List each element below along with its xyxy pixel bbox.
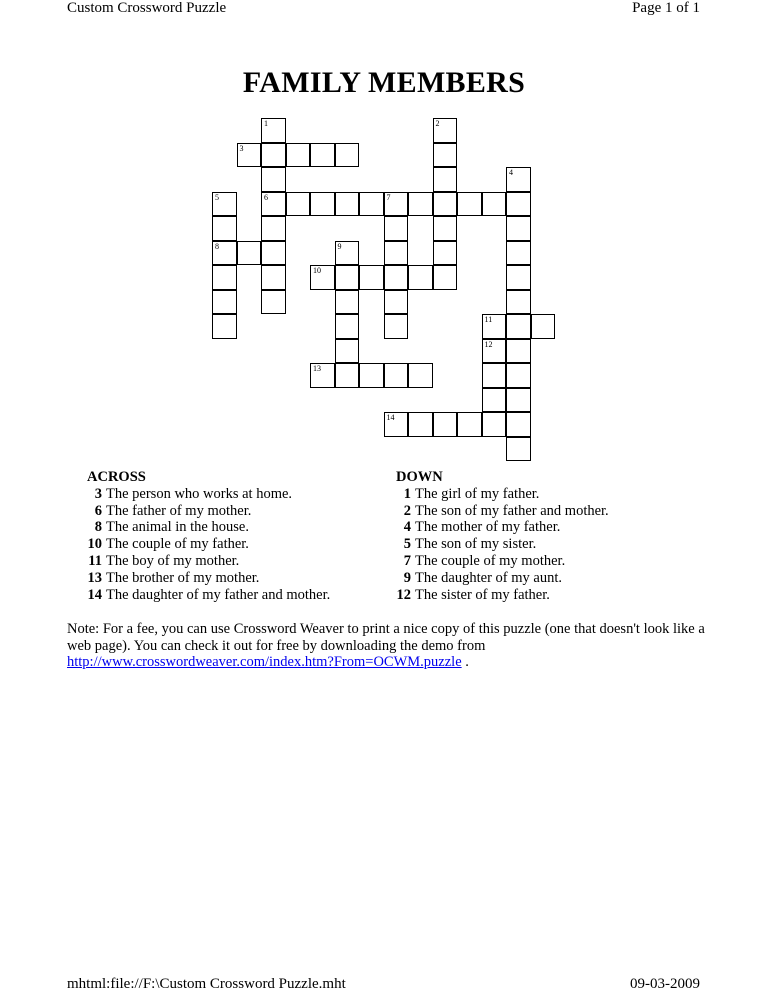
grid-cell[interactable] bbox=[433, 167, 458, 192]
grid-cell[interactable] bbox=[433, 143, 458, 168]
grid-cell[interactable] bbox=[506, 339, 531, 364]
down-clues bbox=[396, 469, 609, 603]
grid-cell[interactable] bbox=[212, 290, 237, 315]
clue-number-label: 6 bbox=[264, 192, 268, 202]
clue-number: 2 bbox=[403, 502, 411, 519]
clue-number-label: 11 bbox=[484, 315, 493, 324]
clue-number: 11 bbox=[88, 552, 102, 569]
across-heading: ACROSS bbox=[87, 469, 146, 485]
clue-down-4 bbox=[396, 519, 609, 536]
grid-cell[interactable] bbox=[506, 412, 531, 437]
page-number: Page 1 of 1 bbox=[632, 0, 700, 16]
grid-cell-9[interactable] bbox=[335, 241, 360, 266]
grid-cell-7[interactable] bbox=[384, 192, 409, 217]
grid-cell[interactable] bbox=[384, 265, 409, 290]
grid-cell[interactable] bbox=[408, 363, 433, 388]
grid-cell[interactable] bbox=[384, 216, 409, 241]
grid-cell-11[interactable] bbox=[482, 314, 507, 339]
clue-down-5 bbox=[396, 536, 609, 553]
puzzle-title: FAMILY MEMBERS bbox=[242, 66, 526, 99]
grid-cell[interactable] bbox=[212, 265, 237, 290]
clue-text: The father of my mother. bbox=[106, 502, 252, 519]
grid-cell[interactable] bbox=[433, 412, 458, 437]
clue-across-10 bbox=[87, 536, 330, 553]
grid-cell[interactable] bbox=[335, 314, 360, 339]
clue-number: 14 bbox=[87, 586, 102, 603]
clue-text: The daughter of my aunt. bbox=[415, 569, 562, 586]
crossword-weaver-link[interactable]: http://www.crosswordweaver.com/index.htm?From=OCWM.puzzle bbox=[67, 654, 462, 670]
note-suffix: . bbox=[461, 654, 469, 670]
grid-cell[interactable] bbox=[261, 290, 286, 315]
grid-cell[interactable] bbox=[384, 363, 409, 388]
clue-number-label: 12 bbox=[484, 339, 493, 349]
clue-down-9 bbox=[396, 570, 609, 587]
grid-cell-2[interactable] bbox=[433, 118, 458, 143]
grid-cell[interactable] bbox=[408, 265, 433, 290]
grid-cell[interactable] bbox=[408, 412, 433, 437]
grid-cell[interactable] bbox=[261, 265, 286, 290]
grid-cell[interactable] bbox=[359, 363, 384, 388]
grid-cell[interactable] bbox=[433, 216, 458, 241]
clue-number-label: 4 bbox=[509, 168, 513, 177]
grid-cell[interactable] bbox=[482, 388, 507, 413]
grid-cell[interactable] bbox=[384, 241, 409, 266]
grid-cell[interactable] bbox=[261, 216, 286, 241]
clue-text: The couple of my father. bbox=[106, 536, 249, 553]
grid-cell[interactable] bbox=[506, 241, 531, 266]
grid-cell[interactable] bbox=[359, 265, 384, 290]
clue-text: The person who works at home. bbox=[106, 485, 293, 502]
grid-cell[interactable] bbox=[384, 290, 409, 315]
clue-number-label: 7 bbox=[386, 192, 391, 202]
clue-across-14 bbox=[87, 587, 330, 604]
grid-cell[interactable] bbox=[286, 192, 311, 217]
grid-cell[interactable] bbox=[335, 363, 360, 388]
grid-cell[interactable] bbox=[506, 265, 531, 290]
clue-text: The boy of my mother. bbox=[106, 552, 240, 569]
grid-cell-13[interactable] bbox=[310, 363, 335, 388]
clue-number: 4 bbox=[403, 519, 411, 536]
clue-text: The brother of my mother. bbox=[106, 569, 260, 586]
clue-down-7 bbox=[396, 553, 609, 570]
clue-text: The girl of my father. bbox=[415, 485, 540, 502]
clue-text: The son of my father and mother. bbox=[415, 502, 609, 519]
clue-down-2 bbox=[396, 503, 609, 520]
clue-number-label: 13 bbox=[313, 364, 321, 373]
grid-cell[interactable] bbox=[482, 412, 507, 437]
clue-across-6 bbox=[87, 503, 330, 520]
clue-text: The mother of my father. bbox=[415, 519, 561, 536]
grid-cell[interactable] bbox=[310, 143, 335, 168]
grid-cell[interactable] bbox=[261, 241, 286, 266]
clue-across-13 bbox=[87, 570, 330, 587]
grid-cell[interactable] bbox=[335, 192, 360, 217]
grid-cell[interactable] bbox=[506, 363, 531, 388]
grid-cell-14[interactable] bbox=[384, 412, 409, 437]
grid-cell-3[interactable] bbox=[237, 143, 262, 168]
clue-text: The son of my sister. bbox=[415, 536, 537, 553]
grid-cell[interactable] bbox=[506, 437, 531, 462]
grid-cell[interactable] bbox=[261, 167, 286, 192]
grid-cell[interactable] bbox=[506, 388, 531, 413]
grid-cell[interactable] bbox=[359, 192, 384, 217]
grid-cell-6[interactable] bbox=[261, 192, 286, 217]
grid-cell-4[interactable] bbox=[506, 167, 531, 192]
grid-cell[interactable] bbox=[457, 412, 482, 437]
clue-number: 12 bbox=[396, 586, 411, 603]
clue-number: 3 bbox=[94, 485, 102, 502]
grid-cell-12[interactable] bbox=[482, 339, 507, 364]
grid-cell[interactable] bbox=[433, 265, 458, 290]
grid-cell[interactable] bbox=[286, 143, 311, 168]
clue-number: 10 bbox=[87, 536, 102, 553]
clue-text: The sister of my father. bbox=[415, 586, 550, 603]
clue-number-label: 2 bbox=[435, 119, 440, 128]
grid-cell-1[interactable] bbox=[261, 118, 286, 143]
clue-number: 6 bbox=[94, 502, 102, 519]
clue-across-3 bbox=[87, 486, 330, 503]
clue-number-label: 3 bbox=[239, 143, 244, 153]
grid-cell[interactable] bbox=[212, 314, 237, 339]
grid-cell[interactable] bbox=[335, 265, 360, 290]
grid-cell[interactable] bbox=[237, 241, 262, 266]
clue-text: The couple of my mother. bbox=[415, 552, 566, 569]
footer-date: 09-03-2009 bbox=[630, 976, 700, 992]
footer-file-path: mhtml:file://F:\Custom Crossword Puzzle.mht bbox=[67, 976, 346, 992]
clue-down-12 bbox=[396, 587, 609, 604]
clue-number: 5 bbox=[403, 536, 411, 553]
clue-number: 1 bbox=[403, 485, 411, 502]
clue-text: The animal in the house. bbox=[106, 519, 249, 536]
clue-across-11 bbox=[87, 553, 330, 570]
grid-cell[interactable] bbox=[310, 192, 335, 217]
header-title: Custom Crossword Puzzle bbox=[67, 0, 227, 16]
grid-cell[interactable] bbox=[506, 192, 531, 217]
down-heading: DOWN bbox=[396, 469, 443, 485]
grid-cell[interactable] bbox=[433, 192, 458, 217]
clue-number-label: 5 bbox=[215, 192, 219, 202]
clue-number: 13 bbox=[87, 569, 102, 586]
grid-cell[interactable] bbox=[506, 290, 531, 315]
clue-number: 9 bbox=[403, 569, 411, 586]
clue-text: The daughter of my father and mother. bbox=[106, 586, 331, 603]
grid-cell[interactable] bbox=[261, 143, 286, 168]
note-paragraph bbox=[67, 621, 707, 671]
grid-cell[interactable] bbox=[433, 241, 458, 266]
grid-cell[interactable] bbox=[335, 290, 360, 315]
grid-cell[interactable] bbox=[457, 192, 482, 217]
clue-number-label: 1 bbox=[264, 119, 268, 128]
grid-cell-8[interactable] bbox=[212, 241, 237, 266]
grid-cell[interactable] bbox=[335, 143, 360, 168]
across-clues bbox=[87, 469, 330, 603]
clue-down-1 bbox=[396, 486, 609, 503]
clue-number-label: 9 bbox=[337, 241, 342, 251]
grid-cell-5[interactable] bbox=[212, 192, 237, 217]
clue-number: 7 bbox=[403, 552, 411, 569]
grid-cell[interactable] bbox=[506, 314, 531, 339]
grid-cell[interactable] bbox=[335, 339, 360, 364]
grid-cell[interactable] bbox=[384, 314, 409, 339]
grid-cell[interactable] bbox=[408, 192, 433, 217]
grid-cell[interactable] bbox=[531, 314, 556, 339]
note-text: Note: For a fee, you can use Crossword Weaver to print a nice copy of this puzzle (one that doesn't look like a web page). You can check it out for free by downloading the demo from bbox=[67, 621, 705, 654]
grid-cell[interactable] bbox=[482, 192, 507, 217]
grid-cell[interactable] bbox=[482, 363, 507, 388]
clue-number-label: 8 bbox=[215, 241, 219, 251]
grid-cell[interactable] bbox=[506, 216, 531, 241]
grid-cell[interactable] bbox=[212, 216, 237, 241]
clue-number-label: 10 bbox=[313, 266, 321, 275]
clue-across-8 bbox=[87, 519, 330, 536]
clue-number-label: 14 bbox=[386, 413, 395, 422]
clue-number: 8 bbox=[94, 519, 102, 536]
grid-cell-10[interactable] bbox=[310, 265, 335, 290]
